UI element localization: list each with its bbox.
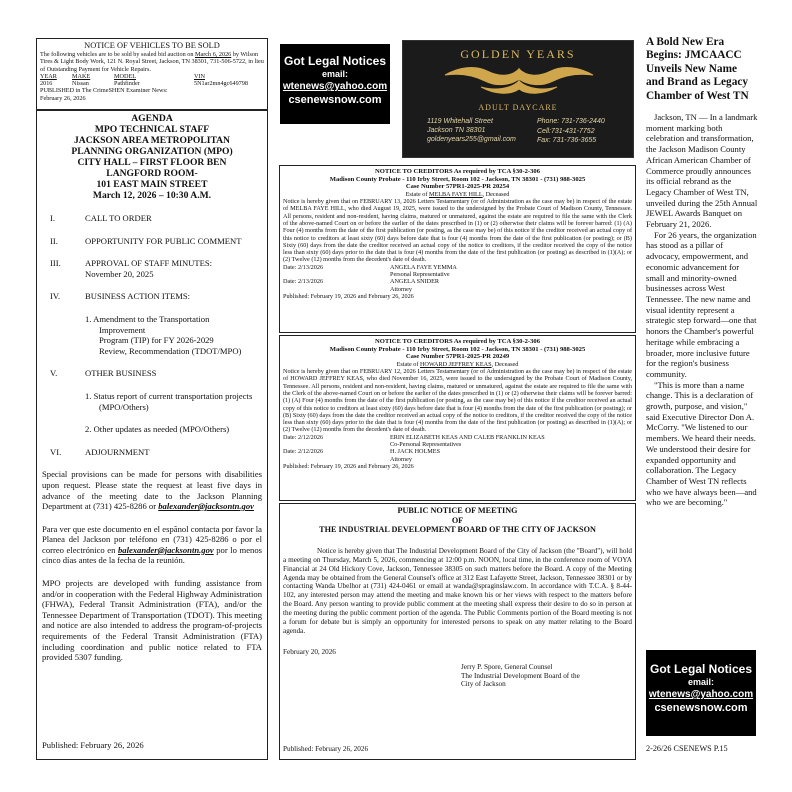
creditors-1-body: Notice is hereby given that on FEBRUARY 13, 2026 Letters Testamentary (or of Administration as the case may be) in respect of the estate of MELBA FAYE HILL, who died August 19, 2025, were issued to the undersigned by the Probate Court of Madison County, Tennessee. All persons, resident and non-resident, having claims, matured or unmatured, against the estate are required to file the same with the Clerk of the above-named Court on or before the earlier of the dates prescribed in (1) or (2) otherwise their claims will be forever barred: (1) (A) Four (4) months from the date of the first publication (or posting, as the case may be) of this notice if the creditor received an actual copy of this notice to creditors at least sixty (60) days before date that is four (4) months from the date of the first publication (or posting); or (B) Sixty (60) days from the date the creditor received an actual copy of the notice to creditors, if the creditor received the copy of the notice less than sixty (60) days prior to the date that is four (4) months from the date of the first publication (or posting) as described in (1)(A); or (2) Twelve (12) months from the decedent's date of death. <box>283 198 632 264</box>
golden-years-subtitle: ADULT DAYCARE <box>478 103 558 112</box>
golden-years-phones: Phone: 731-736-2440 Cell:731-431-7752 Fax: 731-736-3655 <box>537 118 605 144</box>
agenda-item-4-sub: 1. Amendment to the Transportation Improvement Program (TIP) for FY 2026-2029 Review, Recommendation (TDOT/MPO) <box>85 313 242 356</box>
creditors-notice-keas: NOTICE TO CREDITORS As required by TCA §30-2-306 Madison County Probate - 110 Irby Street, Room 102 - Jackson, TN 38301 - (731) 988-3025 Case Number 57PR1-2025-PR 20249 Estate of HOWARD JEFFREY KEAS, Deceased Notice is hereby given that on FEBRUARY 12, 2026 Letters Testamentary (or of Administration as the case may be) in respect of the estate of HOWARD JEFFREY KEAS, who died November 16, 2025, were issued to the undersigned by the Probate Court of Madison County, Tennessee. All persons, resident and non-resident, having claims, matured or unmatured, against the estate are required to file the same with the Clerk of the above-named Court on or before the earlier of the dates prescribed in (1) or (2) otherwise their claims will be forever barred: (1) (A) Four (4) months from the date of the first publication (or posting, as the case may be) of this notice if the creditor received an actual copy of this notice to creditors at least sixty (60) days before date that is four (4) months from the date of the first publication (or posting); or (B) Sixty (60) days from the date the creditor received an actual copy of the notice to creditors, if the creditor received the copy of the notice less than sixty (60) days prior to the date that is four (4) months from the date of the first publication (or posting) as described in (1)(A); or (2) Twelve (12) months from the decedent's date of death. Date: 2/12/2026 ERIN ELIZABETH KEAS AND CALEB FRANKLIN KEAS Co-Personal Representatives Date: 2/12/2026 H. JACK HOLMES Attorney Published: February 19, 2026 and February 26, 2026 <box>279 335 636 501</box>
agenda-items <box>42 213 262 457</box>
legal-site-link-top[interactable]: csenewsnow.com <box>288 94 382 106</box>
vehicles-sale-date: March 6, 2026 <box>195 51 232 58</box>
legal-email-link-top[interactable]: wtenews@yahoo.com <box>282 81 388 92</box>
article-paragraph-1: Jackson, TN — In a landmark moment marking both celebration and transformation, the Jackson Madison County African American Chamber of Commerce proudly announces its official rebrand as the Legacy Chamber of West TN, unveiled during the 25th Annual JEWEL Awards Banquet on February 21, 2026. <box>646 112 758 230</box>
idb-meeting-notice <box>279 503 636 760</box>
page-footer: 2-26/26 CSENEWS P.15 <box>646 744 728 753</box>
idb-signer: Jerry P. Spore, General Counsel The Industrial Development Board of the City of Jackson <box>461 662 580 689</box>
agenda-item-5-sub-1: 1. Status report of current transportation projects (MPO/Others) <box>85 390 253 412</box>
golden-years-address: 1119 Whitehall Street Jackson TN 38301 goldenyears255@gmail.com <box>427 118 516 143</box>
legal-notices-box-top: Got Legal Notices email: wtenews@yahoo.com csenewsnow.com <box>280 44 390 124</box>
agenda-item-3: III. APPROVAL OF STAFF MINUTES: November 20, 2025 <box>50 258 213 279</box>
golden-years-title: GOLDEN YEARS <box>460 47 576 61</box>
creditors-2-body: Notice is hereby given that on FEBRUARY 12, 2026 Letters Testamentary (or of Administration as the case may be) in respect of the estate of HOWARD JEFFREY KEAS, who died November 16, 2025, were issued to the undersigned by the Probate Court of Madison County, Tennessee. All persons, resident and non-resident, having claims, matured or unmatured, against the estate are required to file the same with the Clerk of the above-named Court on or before the earlier of the dates prescribed in (1) or (2) otherwise their claims will be forever barred: (1) (A) Four (4) months from the date of the first publication (or posting, as the case may be) of this notice if the creditor received an actual copy of this notice to creditors at least sixty (60) days before date that is four (4) months from the date of the first publication (or posting); or (B) Sixty (60) days from the date the creditor received an actual copy of the notice to creditors, if the creditor received the copy of the notice less than sixty (60) days prior to the date that is four (4) months from the date of the first publication (or posting) as described in (1)(A); or (2) Twelve (12) months from the decedent's date of death. <box>283 368 632 434</box>
golden-years-ad <box>402 40 634 158</box>
creditors-notice-hill: NOTICE TO CREDITORS As required by TCA §30-2-306 Madison County Probate - 110 Irby Street, Room 102 - Jackson, TN 38301 - (731) 988-3025 Case Number 57PR1-2025-PR 20254 Estate of MELBA FAYE HILL, Deceased Notice is hereby given that on FEBRUARY 13, 2026 Letters Testamentary (or of Administration as the case may be) in respect of the estate of MELBA FAYE HILL, who died August 19, 2025, were issued to the undersigned by the Probate Court of Madison County, Tennessee. All persons, resident and non-resident, having claims, matured or unmatured, against the estate are required to file the same with the Clerk of the above-named Court on or before the earlier of the dates prescribed in (1) or (2) otherwise their claims will be forever barred: (1) (A) Four (4) months from the date of the first publication (or posting, as the case may be) of this notice if the creditor received an actual copy of this notice to creditors at least sixty (60) days before date that is four (4) months from the date of the first publication (or posting); or (B) Sixty (60) days from the date the creditor received an actual copy of the notice to creditors, if the creditor received the copy of the notice less than sixty (60) days prior to the date that is four (4) months from the date of the first publication (or posting) as described in (1)(A); or (2) Twelve (12) months from the decedent's date of death. Date: 2/13/2026 ANGELA FAYE YEMMA Personal Representative Date: 2/13/2026 ANGELA SNIDER Attorney Published: February 19, 2026 and February 26, 2026 <box>279 165 636 333</box>
agenda-spanish-notice: Para ver que este documento en el espãnol contacta por favor la Planea del Jackson por teléfono en (731) 425-8286 o por el correo electrónico en balexander@jacksontn.gov por lo menos cinco días antes de la fecha de la reunión. <box>42 523 262 566</box>
agenda-item-1: I. CALL TO ORDER <box>50 213 152 223</box>
legal-email-link-bottom[interactable]: wtenews@yahoo.com <box>648 689 754 700</box>
agenda-email-link[interactable]: balexander@jacksontn.gov <box>158 501 254 512</box>
agenda-item-2: II. OPPORTUNITY FOR PUBLIC COMMENT <box>50 235 242 246</box>
legal-site-link-bottom[interactable]: csenewsnow.com <box>654 702 748 714</box>
vehicles-notice-title: NOTICE OF VEHICLES TO BE SOLD <box>84 41 220 50</box>
article-paragraph-2: For 26 years, the organization has stood as a pillar of advocacy, empowerment, and economic advancement for small and minority-owned businesses across West Tennessee. The new name and visual identity represent a strategic step forward—one that honors the Chamber's powerful heritage while embracing a broader, more inclusive future for the region's business community. <box>646 229 757 379</box>
agenda-item-5-sub-2: 2. Other updates as needed (MPO/Others) <box>85 424 230 435</box>
article-headline: A Bold New Era Begins: JMCAACC Unveils New Name and Brand as Legacy Chamber of West TN <box>646 36 749 102</box>
vehicles-notice <box>36 38 268 110</box>
article-paragraph-3: "This is more than a name change. This is a declaration of growth, purpose, and vision," said Executive Director Don A. McCorry. "We listened to our members. We heard their needs. We understood their desire for expanded opportunity and collaboration. The Legacy Chamber of West TN reflects who we have always been—and who we are becoming." <box>646 379 757 508</box>
agenda-mpo-paragraph: MPO projects are developed with funding assistance from and/or in cooperation with the Federal Highway Administration (FHWA), Federal Transit Administration (FTA), and/or the Tennessee Department of Transportation (TDOT). This meeting and notice are also intended to address the program-of-projects requirements of the Federal Transit Administration (FTA) including coordination and public notice related to FTA provided 5307 funding. <box>42 578 262 663</box>
vehicles-table-row: 2016 Nissan Pathfinder 5N1ar2mn4gc649798 <box>40 80 248 88</box>
idb-title: PUBLIC NOTICE OF MEETING OF THE INDUSTRIAL DEVELOPMENT BOARD OF THE CITY OF JACKSON <box>319 506 596 535</box>
idb-body: Notice is hereby given that The Industrial Development Board of the City of Jackson (the "Board"), will hold a meeting on Thursday, March 5, 2026, commencing at 12:00 p.m. NOON, local time, in the conference room of VOYA Financial at 24 Old Hickory Cove, Jackson, Tennessee 38305 on such matters before the Board. A copy of the Meeting Agenda may be obtained from the General Counsel's office at 312 East Lafayette Street, Jackson, Tennessee 38301 or by contacting Wanda Ubelhor at (731) 424-0461 or email at wanda@spraginslaw.com. In accordance with T.C.A. § 8-44-102, any interested person may attend the meeting and make known his or her views with respect to the matters before the Board. Any person wanting to provide public comment at the meeting shall express their desire to do so in person at the meeting during the public comment portion of the agenda. The Public Comments portion of the Board meeting is not a forum for debate but is simply an opportunity for interested persons to speak on any matter relating to the Board agenda. <box>283 546 632 635</box>
creditors-2-published: Published: February 19, 2026 and February 26, 2026 <box>283 462 414 470</box>
agenda-item-5: V. OTHER BUSINESS <box>50 368 157 379</box>
agenda-spanish-email-link[interactable]: balexander@jacksontn.gov <box>117 544 214 555</box>
ornament-icon <box>403 63 634 103</box>
mpo-agenda-notice <box>36 110 268 760</box>
legacy-chamber-article <box>646 36 758 508</box>
agenda-published: Published: February 26, 2026 <box>42 740 144 751</box>
creditors-1-estate: Estate of MELBA FAYE HILL, Deceased <box>405 190 510 198</box>
creditors-1-published: Published: February 19, 2026 and February 26, 2026 <box>283 292 414 300</box>
agenda-item-4: IV. BUSINESS ACTION ITEMS: <box>50 291 191 302</box>
idb-date: February 20, 2026 <box>283 647 336 656</box>
agenda-special-provisions: Special provisions can be made for persons with disabilities upon request. Please state the request at least five days in advance of the meeting date to the Jackson Planning Department at (731) 425-8286 or balexander@jacksontn.gov <box>42 469 262 512</box>
vehicles-notice-body: The following vehicles are to be sold by sealed bid auction on March 6, 2026 by Wilson Tires & Light Body Work, 121 N. Royal Street, Jackson, TN 38301, 731-506-5722, in lieu of Outstanding Payment for Vehicle Repairs. <box>40 51 264 73</box>
idb-published: Published: February 26, 2026 <box>283 745 369 753</box>
agenda-item-6: VI. ADJOURNMENT <box>50 446 150 457</box>
legal-notices-box-bottom: Got Legal Notices email: wtenews@yahoo.com csenewsnow.com <box>646 650 756 736</box>
vehicles-published: PUBLISHED in The CrimeSHEN Examiner News: February 26, 2026 <box>40 87 168 102</box>
agenda-title: AGENDA MPO TECHNICAL STAFF JACKSON AREA METROPOLITAN PLANNING ORGANIZATION (MPO) CITY HALL – FIRST FLOOR BEN LANGFORD ROOM- 101 EAST MAIN STREET March 12, 2026 – 10:30 A.M. <box>71 113 233 201</box>
vehicles-table-header: YEAR MAKE MODEL VIN <box>40 72 205 80</box>
creditors-2-estate: Estate of HOWARD JEFFREY KEAS, Deceased <box>396 360 519 368</box>
